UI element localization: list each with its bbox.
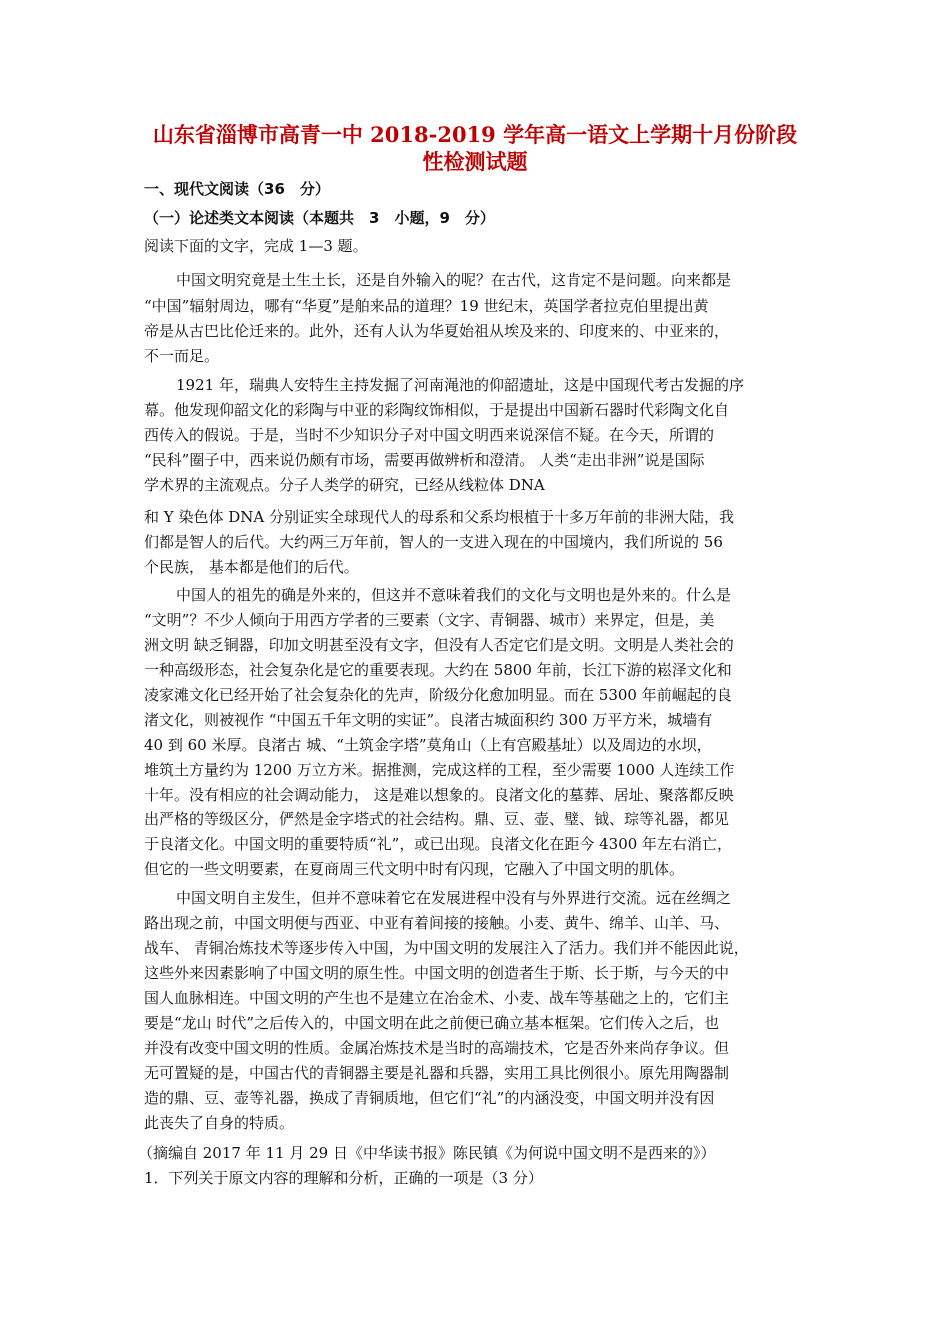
paragraph-line: 帝是从古巴比伦迁来的。此外，还有人认为华夏始祖从埃及来的、印度来的、中亚来的，: [144, 322, 730, 340]
paragraph-line: 个民族， 基本都是他们的后代。: [144, 558, 359, 576]
paragraph-line: 路出现之前，中国文明便与西亚、中亚有着间接的接触。小麦、黄牛、绵羊、山羊、马、: [144, 914, 730, 932]
paragraph-line: 渚文化，则被视作 “中国五千年文明的实证”。良渚古城面积约 300 万平方米，城墙有: [144, 711, 713, 729]
paragraph-line: 不一而足。: [144, 347, 220, 365]
paragraph-line: 要是“龙山 时代”之后传入的，中国文明在此之前便已确立基本框架。它们传入之后，也: [144, 1014, 720, 1032]
paragraph-line: 中国人的祖先的确是外来的，但这并不意味着我们的文化与文明也是外来的。什么是: [176, 586, 732, 604]
source-citation: （摘编自 2017 年 11 月 29 日《中华读书报》陈民镇《为何说中国文明不是西来的》）: [138, 1144, 716, 1162]
paragraph-line: 学术界的主流观点。分子人类学的研究，已经从线粒体 DNA: [144, 476, 545, 494]
paragraph-line: 一种高级形态，社会复杂化是它的重要表现。大约在 5800 年前，长江下游的崧泽文化和: [144, 661, 732, 679]
paragraph-line: “文明”？不少人倾向于用西方学者的三要素（文字、青铜器、城市）来界定，但是，美: [144, 611, 715, 629]
paragraph-line: 这些外来因素影响了中国文明的原生性。中国文明的创造者生于斯、长于斯，与今天的中: [144, 964, 730, 982]
section-heading: 一、现代文阅读（36 分）: [144, 180, 330, 198]
paragraph-line: 们都是智人的后代。大约两三万年前，智人的一支进入现在的中国境内，我们所说的 56: [144, 533, 723, 551]
paragraph-line: 出严格的等级区分，俨然是金字塔式的社会结构。鼎、豆、壶、璧、钺、琮等礼器，都见: [144, 810, 730, 828]
paragraph-line: 国人血脉相连。中国文明的产生也不是建立在冶金术、小麦、战车等基础之上的，它们主: [144, 989, 730, 1007]
paragraph-line: 但它的一些文明要素，在夏商周三代文明中时有闪现，它融入了中国文明的肌体。: [144, 860, 685, 878]
paragraph-line: 战车、 青铜冶炼技术等逐步传入中国，为中国文明的发展注入了活力。我们并不能因此说，: [144, 939, 749, 957]
paragraph-line: 此丧失了自身的特质。: [144, 1114, 295, 1132]
paragraph-line: 和 Y 染色体 DNA 分别证实全球现代人的母系和父系均根植于十多万年前的非洲大陆，我: [144, 508, 734, 526]
paragraph-line: 中国文明自主发生，但并不意味着它在发展进程中没有与外界进行交流。远在丝绸之: [176, 889, 732, 907]
paragraph-line: 造的鼎、豆、壶等礼器，换成了青铜质地，但它们“礼”的内涵没变，中国文明并没有因: [144, 1089, 715, 1107]
paragraph-line: 凌家滩文化已经开始了社会复杂化的先声，阶级分化愈加明显。而在 5300 年前崛起的良: [144, 686, 732, 704]
paragraph-line: 于良渚文化。中国文明的重要特质“礼”，或已出现。良渚文化在距今 4300 年左右消亡，: [144, 835, 733, 853]
paragraph-line: 中国文明究竟是土生土长，还是自外输入的呢？在古代，这肯定不是问题。向来都是: [176, 271, 732, 289]
question-1: 1．下列关于原文内容的理解和分析，正确的一项是（3 分）: [144, 1169, 543, 1187]
paragraph-line: 并没有改变中国文明的性质。金属冶炼技术是当时的高端技术，它是否外来尚存争议。但: [144, 1039, 730, 1057]
paragraph-line: 幕。他发现仰韶文化的彩陶与中亚的彩陶纹饰相似，于是提出中国新石器时代彩陶文化自: [144, 401, 730, 419]
paragraph-line: 洲文明 缺乏铜器，印加文明甚至没有文字，但没有人否定它们是文明。文明是人类社会的: [144, 636, 734, 654]
paragraph-line: 堆筑土方量约为 1200 万立方米。据推测，完成这样的工程，至少需要 1000 人连续工作: [144, 761, 735, 779]
paragraph-line: 40 到 60 米厚。良渚古 城、“土筑金字塔”莫角山（上有宫殿基址）以及周边的水坝，: [144, 736, 712, 754]
paragraph-line: 十年。没有相应的社会调动能力， 这是难以想象的。良渚文化的墓葬、居址、聚落都反映: [144, 786, 734, 804]
paragraph-line: 西传入的假说。于是，当时不少知识分子对中国文明西来说深信不疑。在今天，所谓的: [144, 426, 715, 444]
paragraph-line: “民科”圈子中，西来说仍颇有市场，需要再做辨析和澄清。 人类“走出非洲”说是国际: [144, 451, 705, 469]
subsection-heading: （一）论述类文本阅读（本题共 3 小题，9 分）: [144, 209, 495, 227]
paragraph-line: 1921 年，瑞典人安特生主持发掘了河南渑池的仰韶遗址，这是中国现代考古发掘的序: [176, 376, 744, 394]
paragraph-line: “中国”辐射周边，哪有“华夏”是舶来品的道理？19 世纪末，英国学者拉克伯里提出黄: [144, 297, 709, 315]
document-title-line-1: 山东省淄博市高青一中 2018-2019 学年高一语文上学期十月份阶段: [152, 122, 798, 147]
paragraph-line: 无可置疑的是，中国古代的青铜器主要是礼器和兵器，实用工具比例很小。原先用陶器制: [144, 1064, 730, 1082]
document-title-line-2: 性检测试题: [422, 149, 528, 174]
reading-instruction: 阅读下面的文字，完成 1—3 题。: [144, 237, 368, 255]
